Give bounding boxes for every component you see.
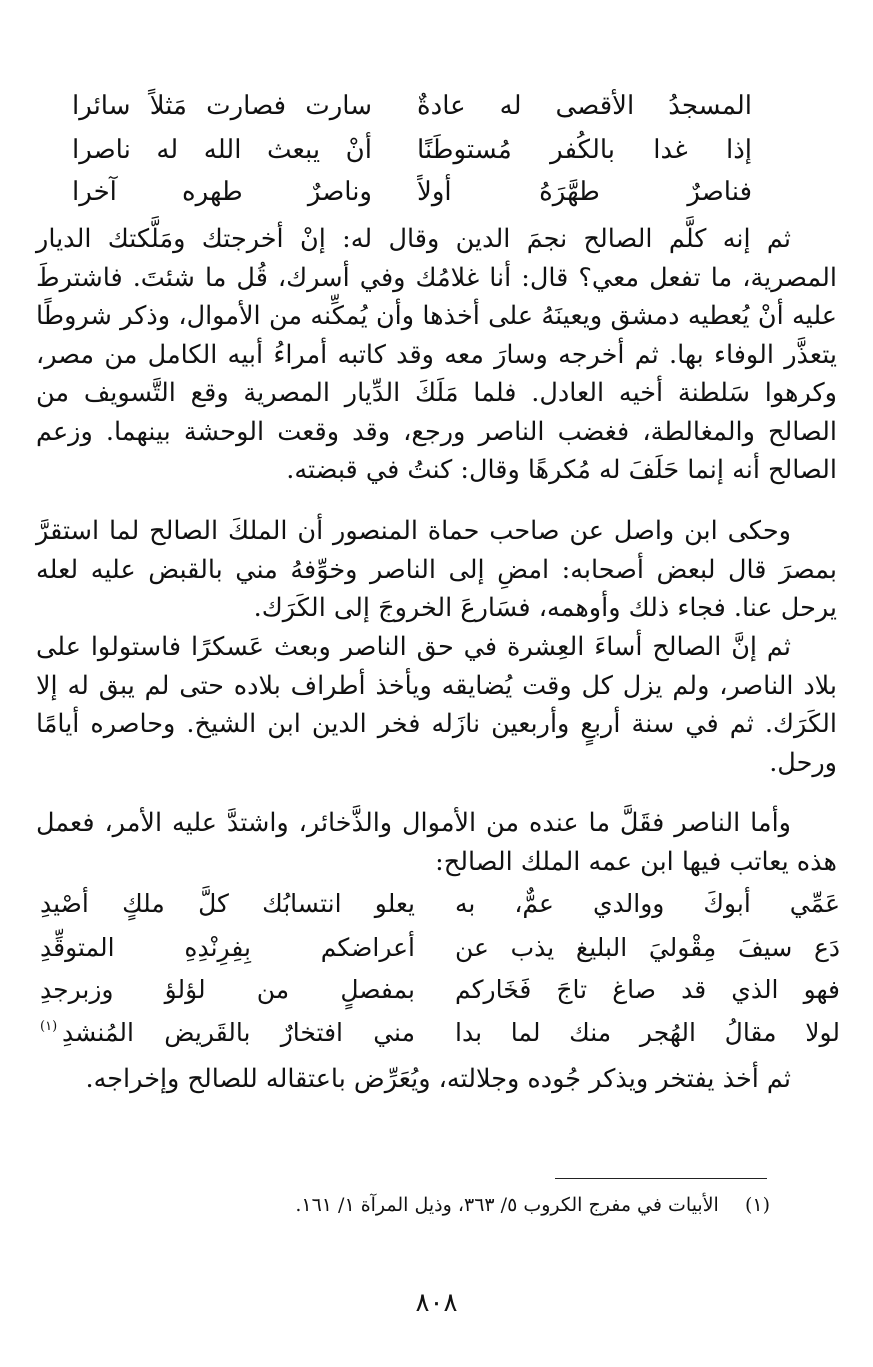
verse-line bbox=[72, 172, 752, 212]
verse-first-hemistich: إذا غدا بالكُفر مُستوطَنًا bbox=[417, 135, 752, 165]
body-paragraph: وحكى ابن واصل عن صاحب حماة المنصور أن الملكَ الصالح لما استقرَّ بمصرَ قال لبعض أصحابه: امضِ إلى الناصر وخوِّفهُ مني بالقبض عليه لعله يرحل عنا. فجاء ذلك وأوهمه، فسَارعَ الخروجَ إلى الكَرَك. bbox=[36, 516, 837, 623]
footnote-separator bbox=[555, 1178, 767, 1179]
verse-line bbox=[40, 928, 840, 968]
body-paragraph: ثم أخذ يفتخر ويذكر جُوده وجلالته، ويُعَرِّض باعتقاله للصالح وإخراجه. bbox=[85, 1064, 791, 1094]
verse-second-hemistich: يعلو انتسابُك كلَّ ملكٍ أصْيدِ bbox=[40, 889, 415, 918]
verse-first-hemistich: عَمِّي أبوكَ ووالدي عمٌّ، به bbox=[455, 889, 840, 918]
verse-first-hemistich: دَع سيفَ مِقْوليَ البليغ يذب عن bbox=[455, 933, 840, 962]
verse-second-hemistich: وناصرٌ طهره آخرا bbox=[72, 177, 372, 207]
verse-second-hemistich: مني افتخارٌ بالقَريض المُنشدِ bbox=[62, 1018, 415, 1047]
verse-line bbox=[40, 970, 840, 1010]
verse-first-hemistich: المسجدُ الأقصى له عادةٌ bbox=[417, 91, 752, 121]
footnote-reference: (١) bbox=[40, 1019, 58, 1034]
verse-first-hemistich: فهو الذي قد صاغ تاجَ فَخَاركم bbox=[455, 975, 840, 1004]
verse-first-hemistich: لولا مقالُ الهُجر منك لما بدا bbox=[455, 1018, 840, 1047]
verse-second-hemistich: سارت فصارت مَثلاً سائرا bbox=[72, 91, 372, 121]
verse-second-hemistich: أنْ يبعث الله له ناصرا bbox=[72, 135, 372, 165]
page-number: ٨٠٨ bbox=[415, 1288, 458, 1318]
body-paragraph: وأما الناصر فقَلَّ ما عنده من الأموال والذَّخائر، واشتدَّ عليه الأمر، فعمل هذه يعاتب فيها ابن عمه الملك الصالح: bbox=[36, 808, 837, 877]
verse-line bbox=[40, 1013, 840, 1053]
body-paragraph: ثم إنه كلَّم الصالح نجمَ الدين وقال له: إنْ أخرجتك ومَلَّكتك الديار المصرية، ما تفعل معي؟ قال: أنا غلامُك وفي أسرك، قُل ما شئتَ. فاشترطَ عليه أنْ يُعطيه دمشق ويعينَهُ على أخذها وأن يُمكِّنه من الأموال، وذكر شروطًا يتعذَّر الوفاء بها. ثم أخرجه وسارَ معه وقد كاتبه أمراءُ أبيه الكامل من مصر، وكرهوا سَلطنة أخيه العادل. فلما مَلَكَ الدِّيار المصرية وقع التَّسويف من الصالح والمغالطة، فغضب الناصر ورجع، وقد وقعت الوحشة بينهما. وزعم الصالح أنه إنما حَلَفَ له مُكرهًا وقال: كنتُ في قبضته. bbox=[36, 224, 837, 485]
verse-first-hemistich: فناصرٌ طهَّرَهُ أولاً bbox=[417, 177, 752, 207]
verse-line bbox=[72, 86, 752, 126]
verse-line bbox=[40, 884, 840, 924]
footnote-text: الأبيات في مفرج الكروب ٥/ ٣٦٣، وذيل المرآة ١/ ١٦١. bbox=[295, 1194, 719, 1216]
body-paragraph: ثم إنَّ الصالح أساءَ العِشرة في حق الناصر وبعث عَسكرًا فاستولوا على بلاد الناصر، ولم يزل كل وقت يُضايقه ويأخذ أطراف بلاده حتى لم يبق له إلا الكَرَك. ثم في سنة أربعٍ وأربعين نازَله فخر الدين ابن الشيخ. وحاصره أيامًا ورحل. bbox=[36, 632, 837, 778]
footnote-marker: (١) bbox=[744, 1194, 770, 1216]
footnote bbox=[70, 1188, 770, 1222]
verse-second-hemistich: أعراضكم بِفِرِنْدِهِ المتوقِّدِ bbox=[40, 933, 415, 962]
verse-second-hemistich: بمفصلٍ من لؤلؤ وزبرجدِ bbox=[40, 975, 415, 1004]
verse-line bbox=[72, 130, 752, 170]
